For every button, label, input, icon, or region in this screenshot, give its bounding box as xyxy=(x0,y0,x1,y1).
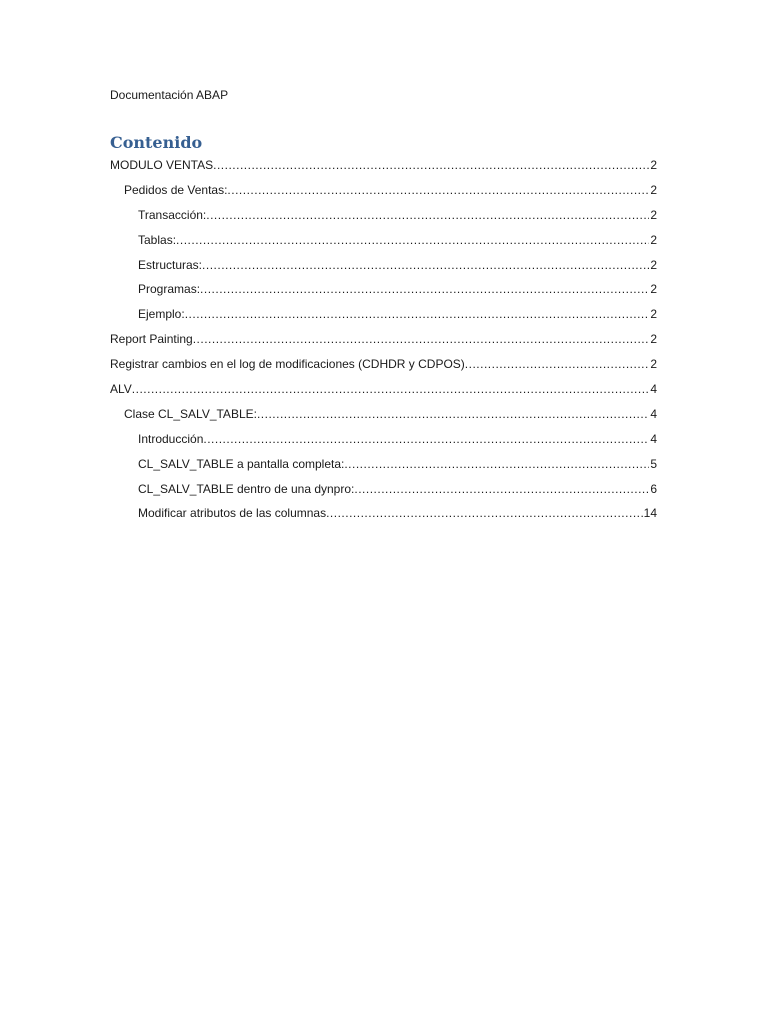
toc-page-number: 2 xyxy=(650,307,657,322)
toc-entry-title: Estructuras: xyxy=(138,257,203,272)
toc-dot-leader xyxy=(344,456,649,472)
toc-page-number: 4 xyxy=(650,431,657,446)
toc-dot-leader xyxy=(326,505,643,521)
toc-page-number: 2 xyxy=(650,158,657,172)
toc-entry-title: CL_SALV_TABLE dentro de una dynpro: xyxy=(138,481,355,496)
table-of-contents xyxy=(110,157,657,530)
toc-entry-title: Modificar atributos de las columnas xyxy=(138,506,327,521)
toc-entry-title: Clase CL_SALV_TABLE: xyxy=(124,406,257,421)
toc-entry-report-painting[interactable] xyxy=(110,331,657,356)
toc-page-number: 4 xyxy=(650,406,657,421)
toc-dot-leader xyxy=(176,232,649,248)
toc-entry-modulo-ventas[interactable] xyxy=(110,157,657,182)
toc-dot-leader xyxy=(354,481,649,497)
toc-dot-leader xyxy=(213,157,649,173)
toc-page-number: 2 xyxy=(650,257,657,272)
toc-page-number: 2 xyxy=(650,232,657,247)
document-header: Documentación ABAP xyxy=(110,88,229,102)
toc-entry-estructuras[interactable] xyxy=(110,257,657,282)
toc-dot-leader xyxy=(203,431,649,447)
toc-entry-clase-cl-salv-table[interactable] xyxy=(110,406,657,431)
toc-entry-title: Transacción: xyxy=(138,207,207,222)
toc-entry-dentro-de-dynpro[interactable] xyxy=(110,481,657,506)
toc-entry-programas[interactable] xyxy=(110,281,657,306)
toc-dot-leader xyxy=(185,306,650,322)
toc-entry-title: Report Painting xyxy=(110,332,193,347)
toc-dot-leader xyxy=(193,331,650,347)
toc-dot-leader xyxy=(202,257,649,273)
toc-entry-introduccion[interactable] xyxy=(110,431,657,456)
toc-entry-title: Registrar cambios en el log de modificaciones (CDHDR y CDPOS) xyxy=(110,357,465,372)
toc-heading: Contenido xyxy=(110,133,203,152)
toc-page-number: 5 xyxy=(650,456,657,471)
toc-page-number: 14 xyxy=(643,506,657,521)
toc-dot-leader xyxy=(227,182,649,198)
toc-entry-title: MODULO VENTAS xyxy=(110,158,214,172)
toc-entry-modificar-atributos[interactable] xyxy=(110,505,657,530)
toc-dot-leader xyxy=(200,281,649,297)
toc-entry-title: Programas: xyxy=(138,282,201,297)
toc-page-number: 2 xyxy=(650,332,657,347)
toc-page-number: 2 xyxy=(650,357,657,372)
toc-entry-title: Introducción xyxy=(138,431,204,446)
toc-entry-alv[interactable] xyxy=(110,381,657,406)
toc-page-number: 4 xyxy=(650,382,657,397)
toc-entry-title: Pedidos de Ventas: xyxy=(124,182,228,197)
toc-entry-tablas[interactable] xyxy=(110,232,657,257)
toc-dot-leader xyxy=(465,356,650,372)
toc-page-number: 2 xyxy=(650,207,657,222)
toc-entry-transaccion[interactable] xyxy=(110,207,657,232)
toc-entry-registrar-cambios[interactable] xyxy=(110,356,657,381)
toc-entry-title: ALV xyxy=(110,382,132,397)
toc-dot-leader xyxy=(257,406,649,422)
toc-entry-pantalla-completa[interactable] xyxy=(110,456,657,481)
toc-entry-title: Tablas: xyxy=(138,232,177,247)
toc-entry-ejemplo[interactable] xyxy=(110,306,657,331)
toc-entry-title: CL_SALV_TABLE a pantalla completa: xyxy=(138,456,345,471)
toc-page-number: 2 xyxy=(650,282,657,297)
toc-entry-title: Ejemplo: xyxy=(138,307,185,322)
toc-dot-leader xyxy=(206,207,649,223)
toc-entry-pedidos-de-ventas[interactable] xyxy=(110,182,657,207)
toc-page-number: 2 xyxy=(650,182,657,197)
toc-page-number: 6 xyxy=(650,481,657,496)
toc-dot-leader xyxy=(132,381,650,397)
